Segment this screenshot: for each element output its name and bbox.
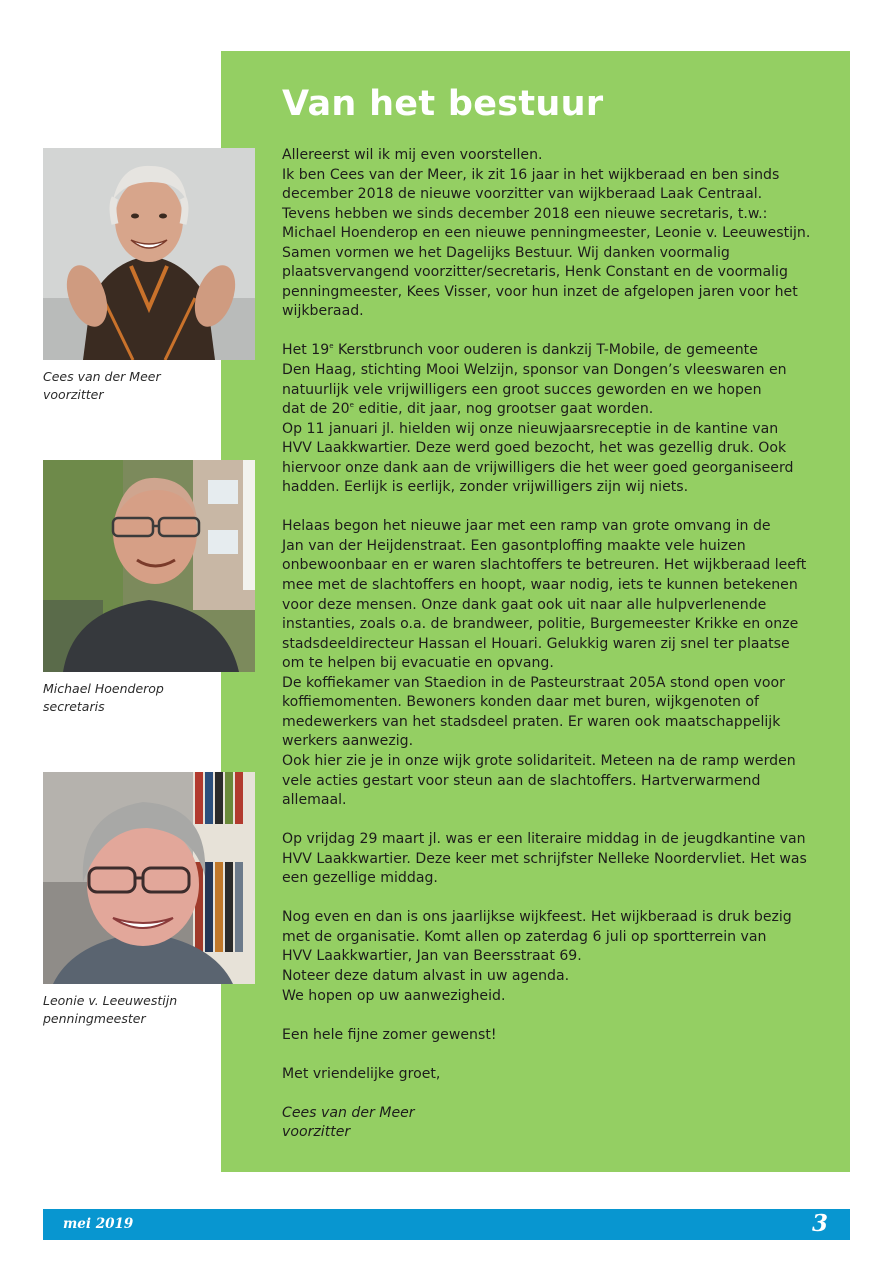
body-line: Op 11 januari jl. hielden wij onze nieuwjaarsreceptie in de kantine van bbox=[282, 420, 779, 437]
body-line: een gezellige middag. bbox=[282, 870, 438, 887]
body-line: plaatsvervangend voorzitter/secretaris, Henk Constant en de voormalig bbox=[282, 264, 788, 281]
body-line: Noteer deze datum alvast in uw agenda. bbox=[282, 967, 570, 984]
body-line: december 2018 de nieuwe voorzitter van wijkberaad Laak Centraal. bbox=[282, 186, 763, 203]
body-line: Michael Hoenderop en een nieuwe penningmeester, Leonie v. Leeuwestijn. bbox=[282, 225, 811, 242]
caption-role: secretaris bbox=[43, 699, 105, 714]
body-line: wijkberaad. bbox=[282, 303, 364, 320]
caption-name: Cees van der Meer bbox=[43, 369, 161, 384]
body-line: hiervoor onze dank aan de vrijwilligers die het weer goed georganiseerd bbox=[282, 459, 794, 476]
body-line: met de organisatie. Komt allen op zaterdag 6 juli op sportterrein van bbox=[282, 928, 767, 945]
body-line: Samen vormen we het Dagelijks Bestuur. Wij danken voormalig bbox=[282, 244, 730, 261]
photo-caption-secretary bbox=[43, 680, 213, 716]
caption-role: penningmeester bbox=[43, 1011, 146, 1026]
body-line: Ik ben Cees van der Meer, ik zit 16 jaar in het wijkberaad en ben sinds bbox=[282, 166, 780, 183]
signature-role: voorzitter bbox=[282, 1124, 351, 1141]
body-line: HVV Laakkwartier, Jan van Beersstraat 69. bbox=[282, 948, 582, 965]
page-number: 3 bbox=[811, 1210, 828, 1237]
body-line: dat de 20e editie, dit jaar, nog grootser gaat worden. bbox=[282, 401, 654, 418]
body-line: Ook hier zie je in onze wijk grote solidariteit. Meteen na de ramp werden bbox=[282, 752, 796, 769]
body-line: mee met de slachtoffers en hoopt, waar nodig, iets te kunnen betekenen bbox=[282, 577, 798, 594]
photo-caption-chairman bbox=[43, 368, 213, 404]
body-line: penningmeester, Kees Visser, voor hun inzet de afgelopen jaren voor het bbox=[282, 283, 798, 300]
body-line: instanties, zoals o.a. de brandweer, politie, Burgemeester Krikke en onze bbox=[282, 616, 799, 633]
body-line: Allereerst wil ik mij even voorstellen. bbox=[282, 147, 543, 163]
article-body bbox=[282, 146, 847, 1143]
body-line: Nog even en dan is ons jaarlijkse wijkfeest. Het wijkberaad is druk bezig bbox=[282, 909, 792, 926]
issue-date: mei 2019 bbox=[63, 1216, 134, 1232]
body-line: Den Haag, stichting Mooi Welzijn, sponsor van Dongen’s vleeswaren en bbox=[282, 362, 787, 379]
body-line: allemaal. bbox=[282, 792, 347, 809]
body-line: Jan van der Heijdenstraat. Een gasontploffing maakte vele huizen bbox=[282, 537, 746, 554]
body-line: koffiemomenten. Bewoners konden daar met buren, wijkgenoten of bbox=[282, 694, 760, 711]
portrait-photo-secretary bbox=[43, 460, 255, 672]
body-line: natuurlijk vele vrijwilligers een groot succes geworden en we hopen bbox=[282, 381, 762, 398]
footer-bar bbox=[43, 1209, 850, 1240]
body-line: We hopen op uw aanwezigheid. bbox=[282, 987, 506, 1004]
portrait-photo-treasurer bbox=[43, 772, 255, 984]
article-title: Van het bestuur bbox=[282, 84, 604, 124]
body-line: Het 19e Kerstbrunch voor ouderen is dankzij T-Mobile, de gemeente bbox=[282, 342, 758, 359]
body-line: Een hele fijne zomer gewenst! bbox=[282, 1026, 497, 1043]
body-line: stadsdeeldirecteur Hassan el Houari. Gelukkig waren zij snel ter plaatse bbox=[282, 635, 790, 652]
caption-name: Michael Hoenderop bbox=[43, 681, 164, 696]
caption-name: Leonie v. Leeuwestijn bbox=[43, 993, 178, 1008]
body-line: vele acties gestart voor steun aan de slachtoffers. Hartverwarmend bbox=[282, 772, 761, 789]
photo-caption-treasurer bbox=[43, 992, 213, 1028]
body-line: Op vrijdag 29 maart jl. was er een literaire middag in de jeugdkantine van bbox=[282, 831, 806, 848]
body-line: voor deze mensen. Onze dank gaat ook uit naar alle hulpverlenende bbox=[282, 596, 767, 613]
body-line: HVV Laakkwartier. Deze keer met schrijfster Nelleke Noordervliet. Het was bbox=[282, 850, 807, 867]
body-line: De koffiekamer van Staedion in de Pasteurstraat 205A stond open voor bbox=[282, 674, 785, 691]
body-line: Tevens hebben we sinds december 2018 een nieuwe secretaris, t.w.: bbox=[282, 205, 768, 222]
body-line: HVV Laakkwartier. Deze werd goed bezocht, het was gezellig druk. Ook bbox=[282, 440, 787, 457]
body-line: Met vriendelijke groet, bbox=[282, 1065, 441, 1082]
body-line: Helaas begon het nieuwe jaar met een ramp van grote omvang in de bbox=[282, 518, 771, 535]
body-line: hadden. Eerlijk is eerlijk, zonder vrijwilligers zijn wij niets. bbox=[282, 479, 689, 496]
body-line: werkers aanwezig. bbox=[282, 733, 414, 750]
caption-role: voorzitter bbox=[43, 387, 104, 402]
body-line: medewerkers van het stadsdeel praten. Er waren ook maatschappelijk bbox=[282, 713, 781, 730]
body-line: onbewoonbaar en er waren slachtoffers te betreuren. Het wijkberaad leeft bbox=[282, 557, 807, 574]
portrait-photo-chairman bbox=[43, 148, 255, 360]
body-line: om te helpen bij evacuatie en opvang. bbox=[282, 655, 554, 672]
signature-name: Cees van der Meer bbox=[282, 1104, 415, 1121]
